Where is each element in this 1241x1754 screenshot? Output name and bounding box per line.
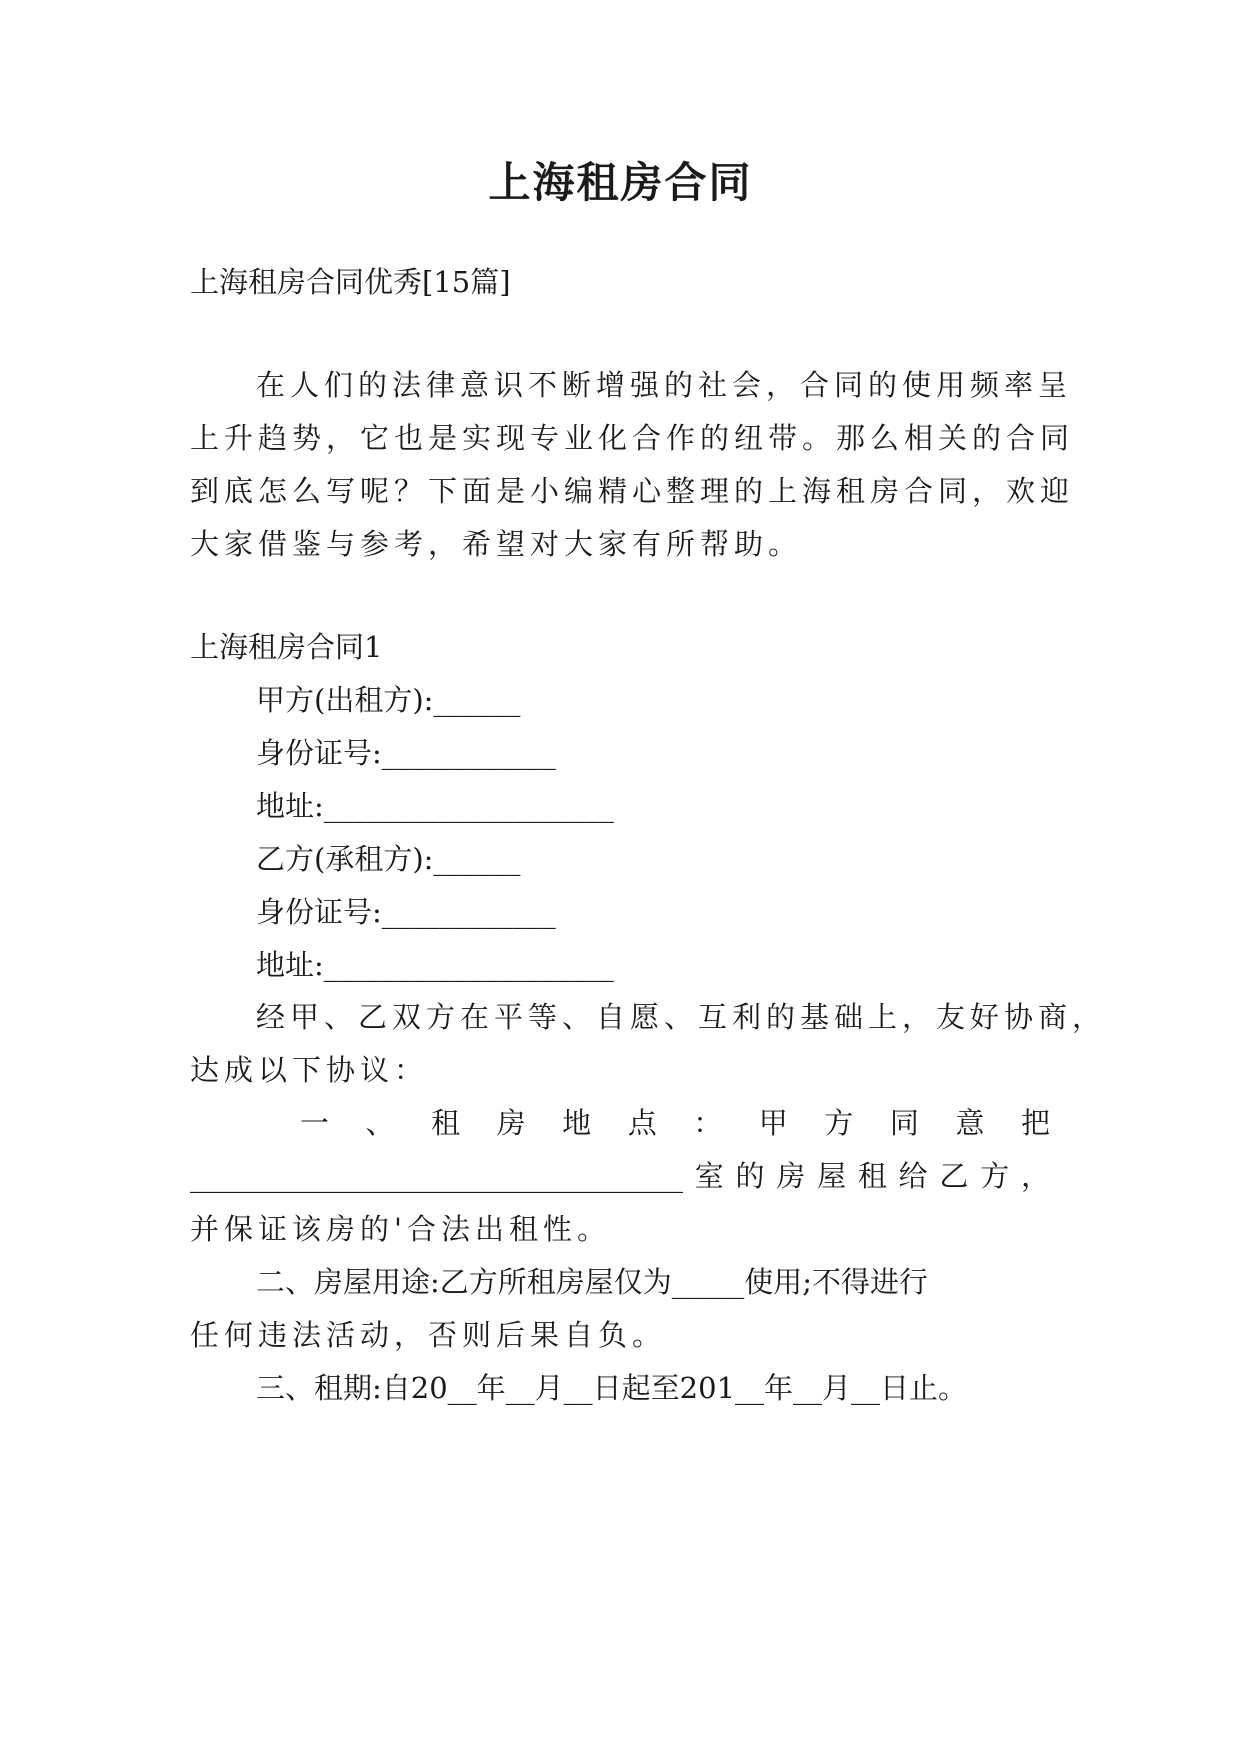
party-a-id: 身份证号:____________ — [256, 736, 556, 770]
document-subtitle: 上海租房合同优秀[15篇] — [190, 265, 511, 299]
agreement-line: 经甲、乙双方在平等、自愿、互利的基础上，友好协商， — [256, 1000, 1107, 1034]
party-b-id: 身份证号:____________ — [256, 895, 556, 929]
document-title: 上海租房合同 — [488, 158, 753, 207]
clause-1-line: 一、租房地点：甲方同意把 — [300, 1106, 1050, 1140]
intro-line: 到底怎么写呢？下面是小编精心整理的上海租房合同，欢迎 — [190, 474, 1075, 508]
party-b-address: 地址:____________________ — [256, 948, 614, 982]
section-heading: 上海租房合同1 — [190, 630, 383, 664]
party-b-name: 乙方(承租方):______ — [256, 842, 521, 876]
clause-2-line: 二、房屋用途:乙方所租房屋仅为_____使用;不得进行 — [256, 1265, 929, 1299]
party-a-address: 地址:____________________ — [256, 789, 614, 823]
clause-2-line: 任何违法活动，否则后果自负。 — [190, 1318, 667, 1352]
clause-1-line: 并保证该房的'合法出租性。 — [190, 1212, 611, 1246]
clause-1-line: __________________________________室的房屋租给乙方， — [190, 1159, 1050, 1193]
intro-line: 上升趋势，它也是实现专业化合作的纽带。那么相关的合同 — [190, 421, 1075, 455]
intro-line: 大家借鉴与参考，希望对大家有所帮助。 — [190, 527, 803, 561]
agreement-line: 达成以下协议： — [190, 1053, 429, 1087]
intro-line: 在人们的法律意识不断增强的社会，合同的使用频率呈 — [256, 368, 1073, 402]
clause-3: 三、租期:自20__年__月__日起至201__年__月__日止。 — [256, 1371, 968, 1405]
party-a-name: 甲方(出租方):______ — [256, 683, 521, 717]
